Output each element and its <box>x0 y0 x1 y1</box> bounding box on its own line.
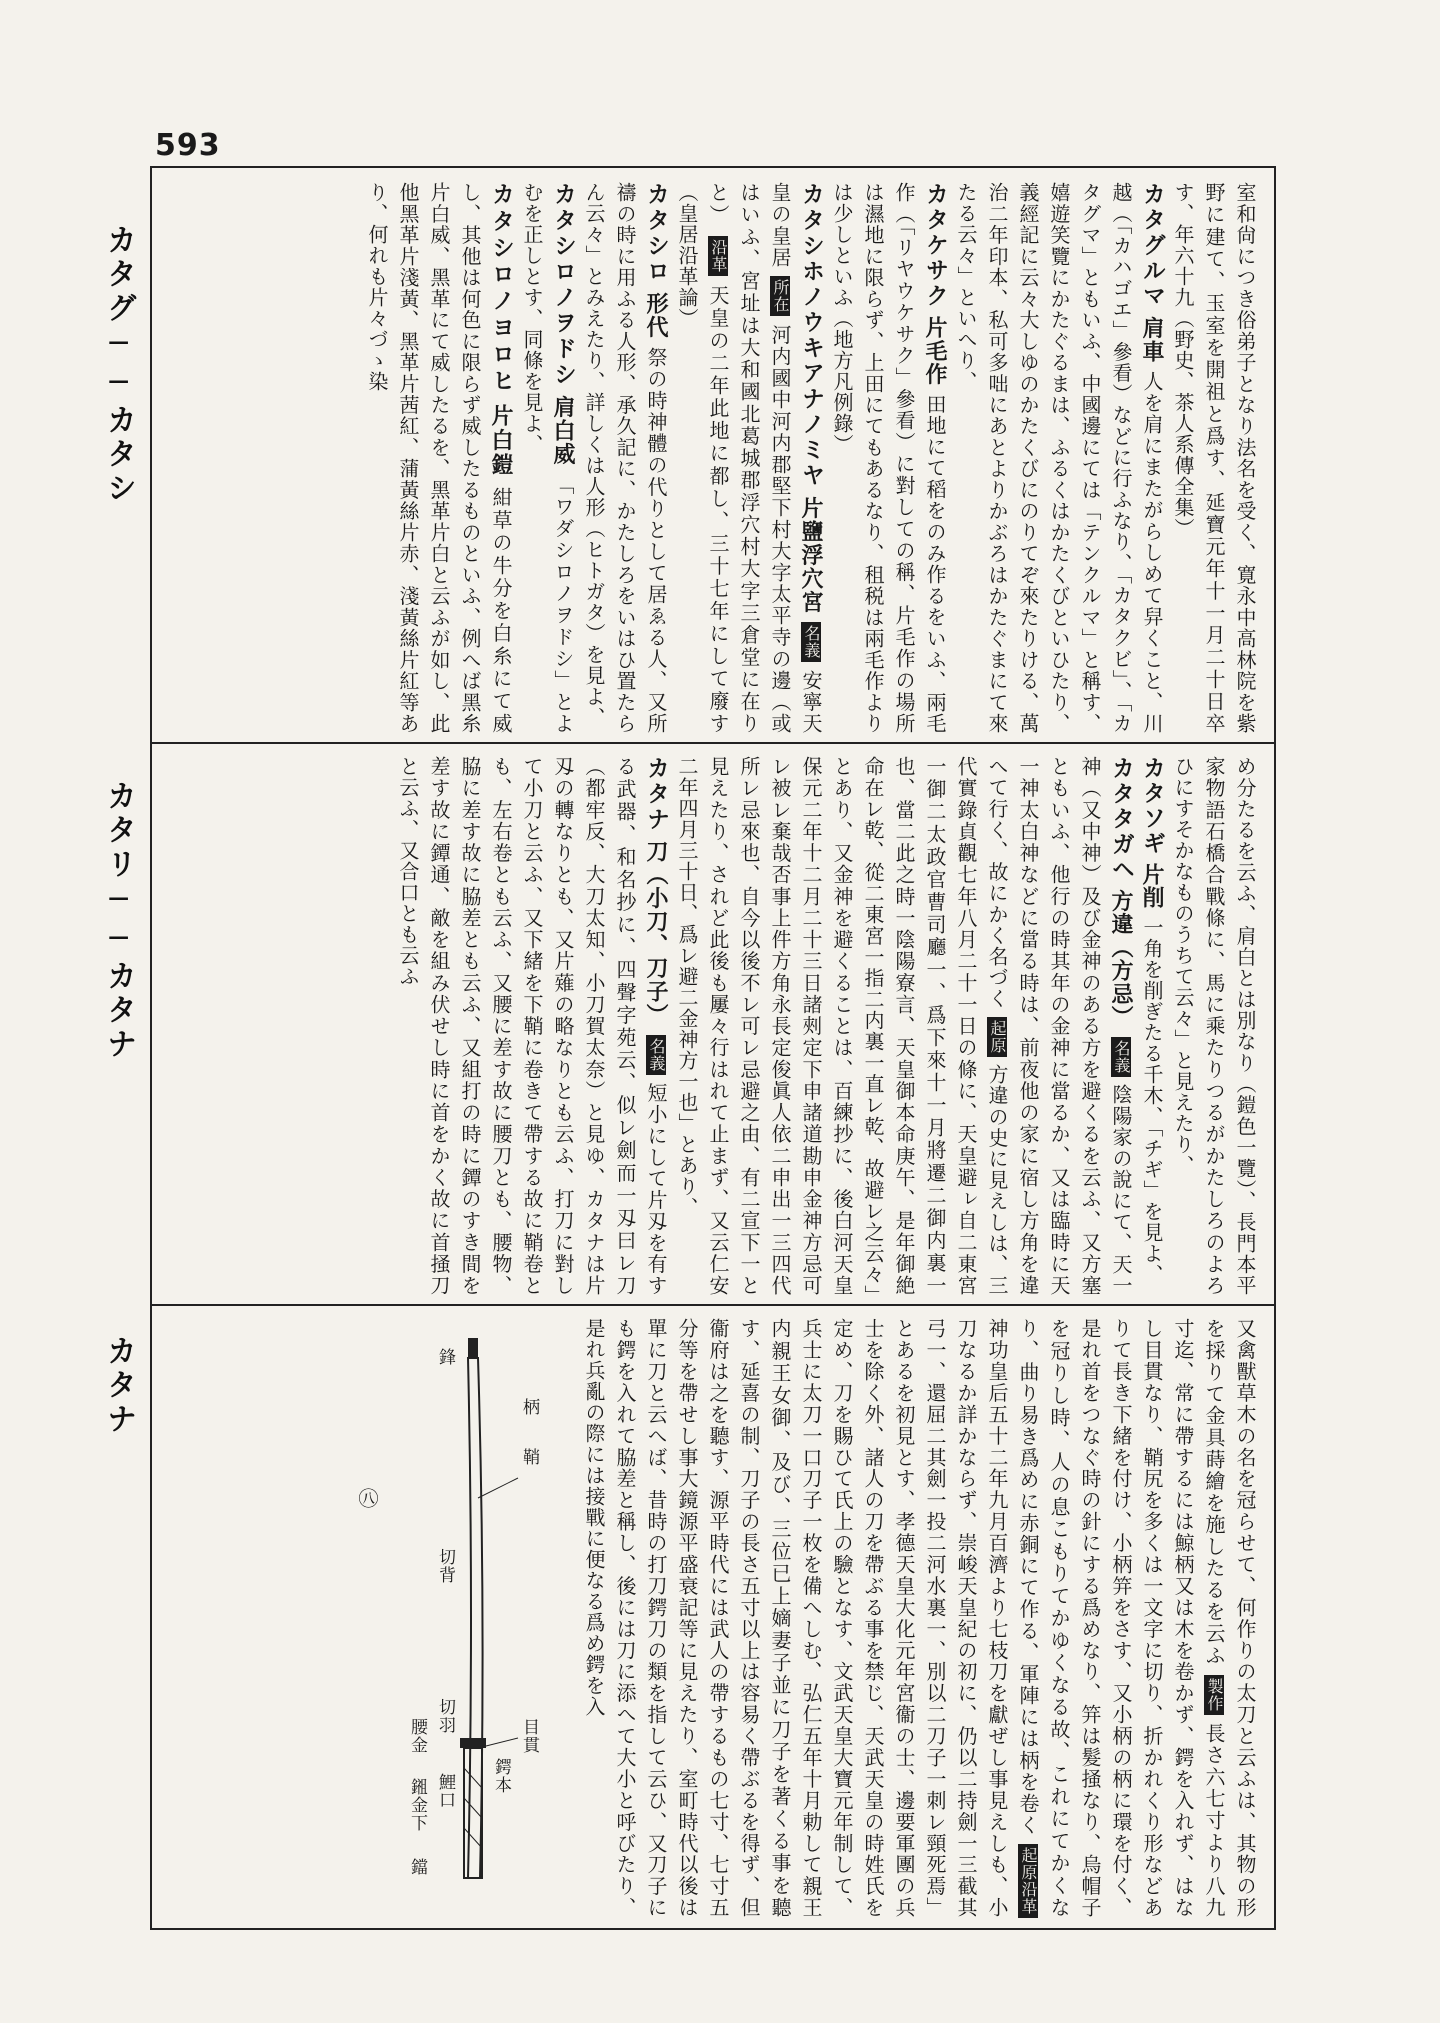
entry-continuation: め分たるを云ふ、肩白とは別なり（鎧色一覽）、長門本平家物語石橋合戰條に、馬に乘たりつるがかたしろのよろひにすそかなものうちて云々」と見えたり、 <box>1171 756 1257 1296</box>
section-2 <box>160 756 1260 1296</box>
entry-katatagae <box>671 756 1136 1296</box>
figure-label: 鐺 <box>407 1858 427 1876</box>
entry-continuation: 室和尙につき俗弟子となり法名を受く、寛永中高林院を紫野に建て、玉室を開祖と爲す、延寶元年十一月二十日卒す、年六十九（野史、茶人系傳全集） <box>1171 182 1257 734</box>
headword-kanji: 形代 <box>643 292 669 340</box>
entry-text: 方違の史に見えしは、三代實錄貞觀七年八月二十一日の條に、天皇避ㇾ自二東宮一御二太政官曹司廳一、爲下來十一月將遷二御内裏一也、當二此之時一陰陽寮言、天皇御本命庚午、是年御絶命在レ乾、從二東宮一指二内裏一直レ乾、故避レ之云々」とあり、又金神を避くることは、百練抄に、後白河天皇保元二年十二月二十三日諸㓨定下申諸道勘申金神方忌可レ被レ棄哉否事上件方角永長定俊眞人依二申出一三四代所レ忌來也、自今以後不レ可レ忌避之由、有二宣下一と見えたり、されど此後も屢々行はれて止まず、又云仁安二年四月三十日、爲レ避二金神方一也」とあり、 <box>675 756 1009 1296</box>
entry-text: 安寧天皇の皇居 <box>768 182 823 734</box>
figure-label: 鯉口 <box>435 1773 455 1809</box>
label-tag: 所在 <box>770 276 790 316</box>
entry-text: 田地にて稻をのみ作るをいふ、兩毛作（「リヤウケサク」參看）に對しての稱、片毛作の場所は濕地に限らず、上田にてもあるなり、租税は兩毛作よりは少しといふ（地方凡例錄） <box>830 182 947 734</box>
entry-text: 天皇の二年此地に都し、三十七年にして廢す（皇居沿革論） <box>675 182 730 734</box>
headword-kanji: 片削 <box>1139 863 1165 910</box>
headword-kanji: 片毛作 <box>922 316 948 386</box>
figure-label: 切羽 <box>435 1698 455 1734</box>
headword-kanji: 肩車 <box>1139 316 1165 364</box>
entry-text: 「ワダシロノヲドシ」とよむを正しとす、同條を見よ、 <box>520 182 575 734</box>
entry-katashiho <box>671 182 826 734</box>
entry-text: 紺草の牛分を白糸にて威し、其他は何色に限らず威したるものといふ、例へば黑糸片白威、黑革にて威したるを、黑革片白と云ふが如し、此他黑革片淺黃、黑革片茜紅、蒲黃絲片赤、淺黃絲片紅等あり、何れも片々づゝ染 <box>365 182 513 734</box>
entry-text: 祭の時神體の代りとして居ゑる人、又所禱の時に用ふる人形、承久記に、かたしろをいはひ置たらん云々」とみえたり、詳しくは人形（ヒトガタ）を見よ、 <box>582 182 668 734</box>
headword-kanji: 肩白威 <box>550 395 576 467</box>
entry-katasogi <box>1136 756 1167 1296</box>
entry-text: 神功皇后五十二年九月百濟より七枝刀を獻ぜし事見えしも、小刀なるか詳かならず、崇峻天皇紀の初に、仍以二持劍一三截其弓一、還屈二其劍一投二河水裏一、別以二刀子一刺レ頸死焉」とあるを初見とす、孝德天皇大化元年宮衞の士、邊要軍團の兵士を除く外、諸人の刀を帶ぶる事を禁じ、天武天皇の時姓氏を定め、刀を賜ひて氏上の驗となす、文武天皇大寶元年制して、兵士に太刀一口刀子一枚を備へしむ、弘仁五年十月勅して親王内親王女御、及び、三位已上嫡妻子並に刀子を著くる事を聽す、延喜の制、刀子の長さ五寸以上は容易く帶ぶるを得ず、但衞府は之を聽す、源平時代には武人の帶するもの七寸、七寸五分等を帶せし事大鏡源平盛衰記等に見えたり、室町時代以後は單に刀と云へば、昔時の打刀鍔刀の類を指して云ひ、又刀子にも鍔を入れて脇差と稱し、後には刀に添へて大小と呼びたり、是れ兵亂の際には接戰に便なる爲め鍔を入 <box>582 1318 1009 1918</box>
entry-katashironoyoroi <box>361 182 516 734</box>
figure-mark: ㊇ <box>355 1488 379 1509</box>
section-3 <box>160 1318 1260 1918</box>
section-divider-1 <box>150 742 1274 744</box>
headword: カタシロノヨロヒ <box>488 182 514 395</box>
entry-text: 一角を削ぎたる千木、「チギ」を見よ、 <box>1140 916 1164 1285</box>
running-head-2: カタリ──カタナ <box>101 780 136 1062</box>
katana-drawing <box>328 1318 578 1918</box>
entry-katana-continued <box>578 1318 1260 1918</box>
figure-label: 鍔本 <box>491 1758 511 1794</box>
entry-text: 又禽獸草木の名を冠らせて、何作りの太刀と云ふは、其物の形を採りて金具蒔繪を施したるを云ふ <box>1202 1318 1257 1918</box>
headword-kanji: 方違（方忌） <box>1108 889 1134 1029</box>
headword: カタナ <box>643 756 669 833</box>
label-tag: 沿革 <box>708 236 728 276</box>
headword-kanji: 刀（小刀、刀子） <box>643 839 669 1028</box>
figure-label: 切背 <box>435 1548 455 1584</box>
label-tag: 起原 <box>987 1017 1007 1057</box>
page-number: 593 <box>155 128 221 163</box>
headword: カタケサク <box>922 182 948 309</box>
headword: カタグルマ <box>1139 182 1165 309</box>
figure-label: 鞘 <box>519 1448 539 1466</box>
figure-label: 目貫 <box>519 1718 539 1754</box>
entry-text: 長さ六七寸より八九寸迄、常に帶するには鯨柄又は木を卷かず、鍔を入れず、はなし目貫なり、鞘尻を多くは一文字に切り、折かれくり形などありて長き下緒を付け、小柄笄をさす、又小柄の柄に環を付く、是れ首をつなぐ時の針にする爲めなり、笄は髮掻なり、烏帽子を冠りし時、人の息こもりてかゆくなる故、これにてかくなり、曲り易き爲めに赤銅にて作る、軍陣には柄を卷く <box>1016 1318 1226 1918</box>
figure-label: 腰金 <box>407 1718 427 1754</box>
headword: カタタガヘ <box>1108 756 1134 883</box>
headword: カタシロノヲドシ <box>550 182 576 388</box>
headword-kanji: 片鹽浮穴宮 <box>798 496 824 615</box>
running-head-1: カタグ──カタシ <box>101 224 136 506</box>
headword: カタソギ <box>1139 756 1165 856</box>
entry-text: 人を肩にまたがらしめて舁くこと、川越（「カハゴエ」參看）などに行ふなり、「カタクビ」、「カタグマ」ともいふ、中國邊にては「テンクルマ」と稱す、嬉遊笑覽にかたぐるまは、ふるくはかたくびといひたり、義經記に云々大しゆのかたくびにのりてぞ來たりける、萬治二年印本、私可多咄にあとよりかぶろはかたぐまにて來たる云々」といへり、 <box>954 182 1164 734</box>
entry-katana <box>392 756 671 1296</box>
figure-label: 鎺金下 <box>407 1778 427 1832</box>
section-1 <box>160 182 1260 734</box>
section-divider-2 <box>150 1304 1274 1306</box>
headword-kanji: 片白鎧 <box>488 403 514 478</box>
headword: カタシホノウキアナノミヤ <box>798 182 824 489</box>
entry-text: 陰陽家の說にて、天一神（又中神）及び金神のある方を避くるを云ふ、又方塞ともいふ、他行の時其年の金神に當るか、又は臨時に天一神太白神などに當る時は、前夜他の家に宿し方角を違へて行く、故にかく名づく <box>985 756 1133 1296</box>
entry-text: 短小にして片刄を有する武器、和名抄に、四聲字苑云、似レ劍而一刄曰レ刀（都牢反、大刀太知、小刀賀太奈）と見ゆ、カタナは片刄の轉なりとも、又片薙の略なりとも云ふ、打刀に對して小刀と云ふ、又下緒を下鞘に卷きて帶する故に鞘卷とも、左右卷とも云ふ、又腰に差す故に腰刀とも、腰物、脇に差す故に脇差とも云ふ、又組打の時に鐔のすき間を差す故に鐔通、敵を組み伏せし時に首をかく故に首掻刀と云ふ、又合口とも云ふ <box>396 756 668 1296</box>
entry-katashiro <box>578 182 671 734</box>
entry-katakesaku <box>826 182 950 734</box>
entry-katashironowodoshi <box>516 182 578 734</box>
entry-text: 河内國中河内郡堅下村大字太平寺の邊（或はいふ、宮址は大和國北葛城郡浮穴村大字三倉堂に在りと） <box>706 182 792 734</box>
katana-illustration <box>328 1318 578 1918</box>
headword: カタシロ <box>643 182 669 285</box>
entry-katagaruma <box>950 182 1167 734</box>
label-tag: 名義 <box>801 622 821 662</box>
label-tag: 名義 <box>1111 1037 1131 1077</box>
label-tag: 起原沿革 <box>1018 1844 1038 1918</box>
figure-label: 鋒 <box>435 1348 455 1366</box>
label-tag: 名義 <box>646 1035 666 1075</box>
figure-label: 柄 <box>519 1398 539 1416</box>
running-head-3: カタナ <box>101 1335 136 1437</box>
label-tag: 製作 <box>1204 1675 1224 1715</box>
